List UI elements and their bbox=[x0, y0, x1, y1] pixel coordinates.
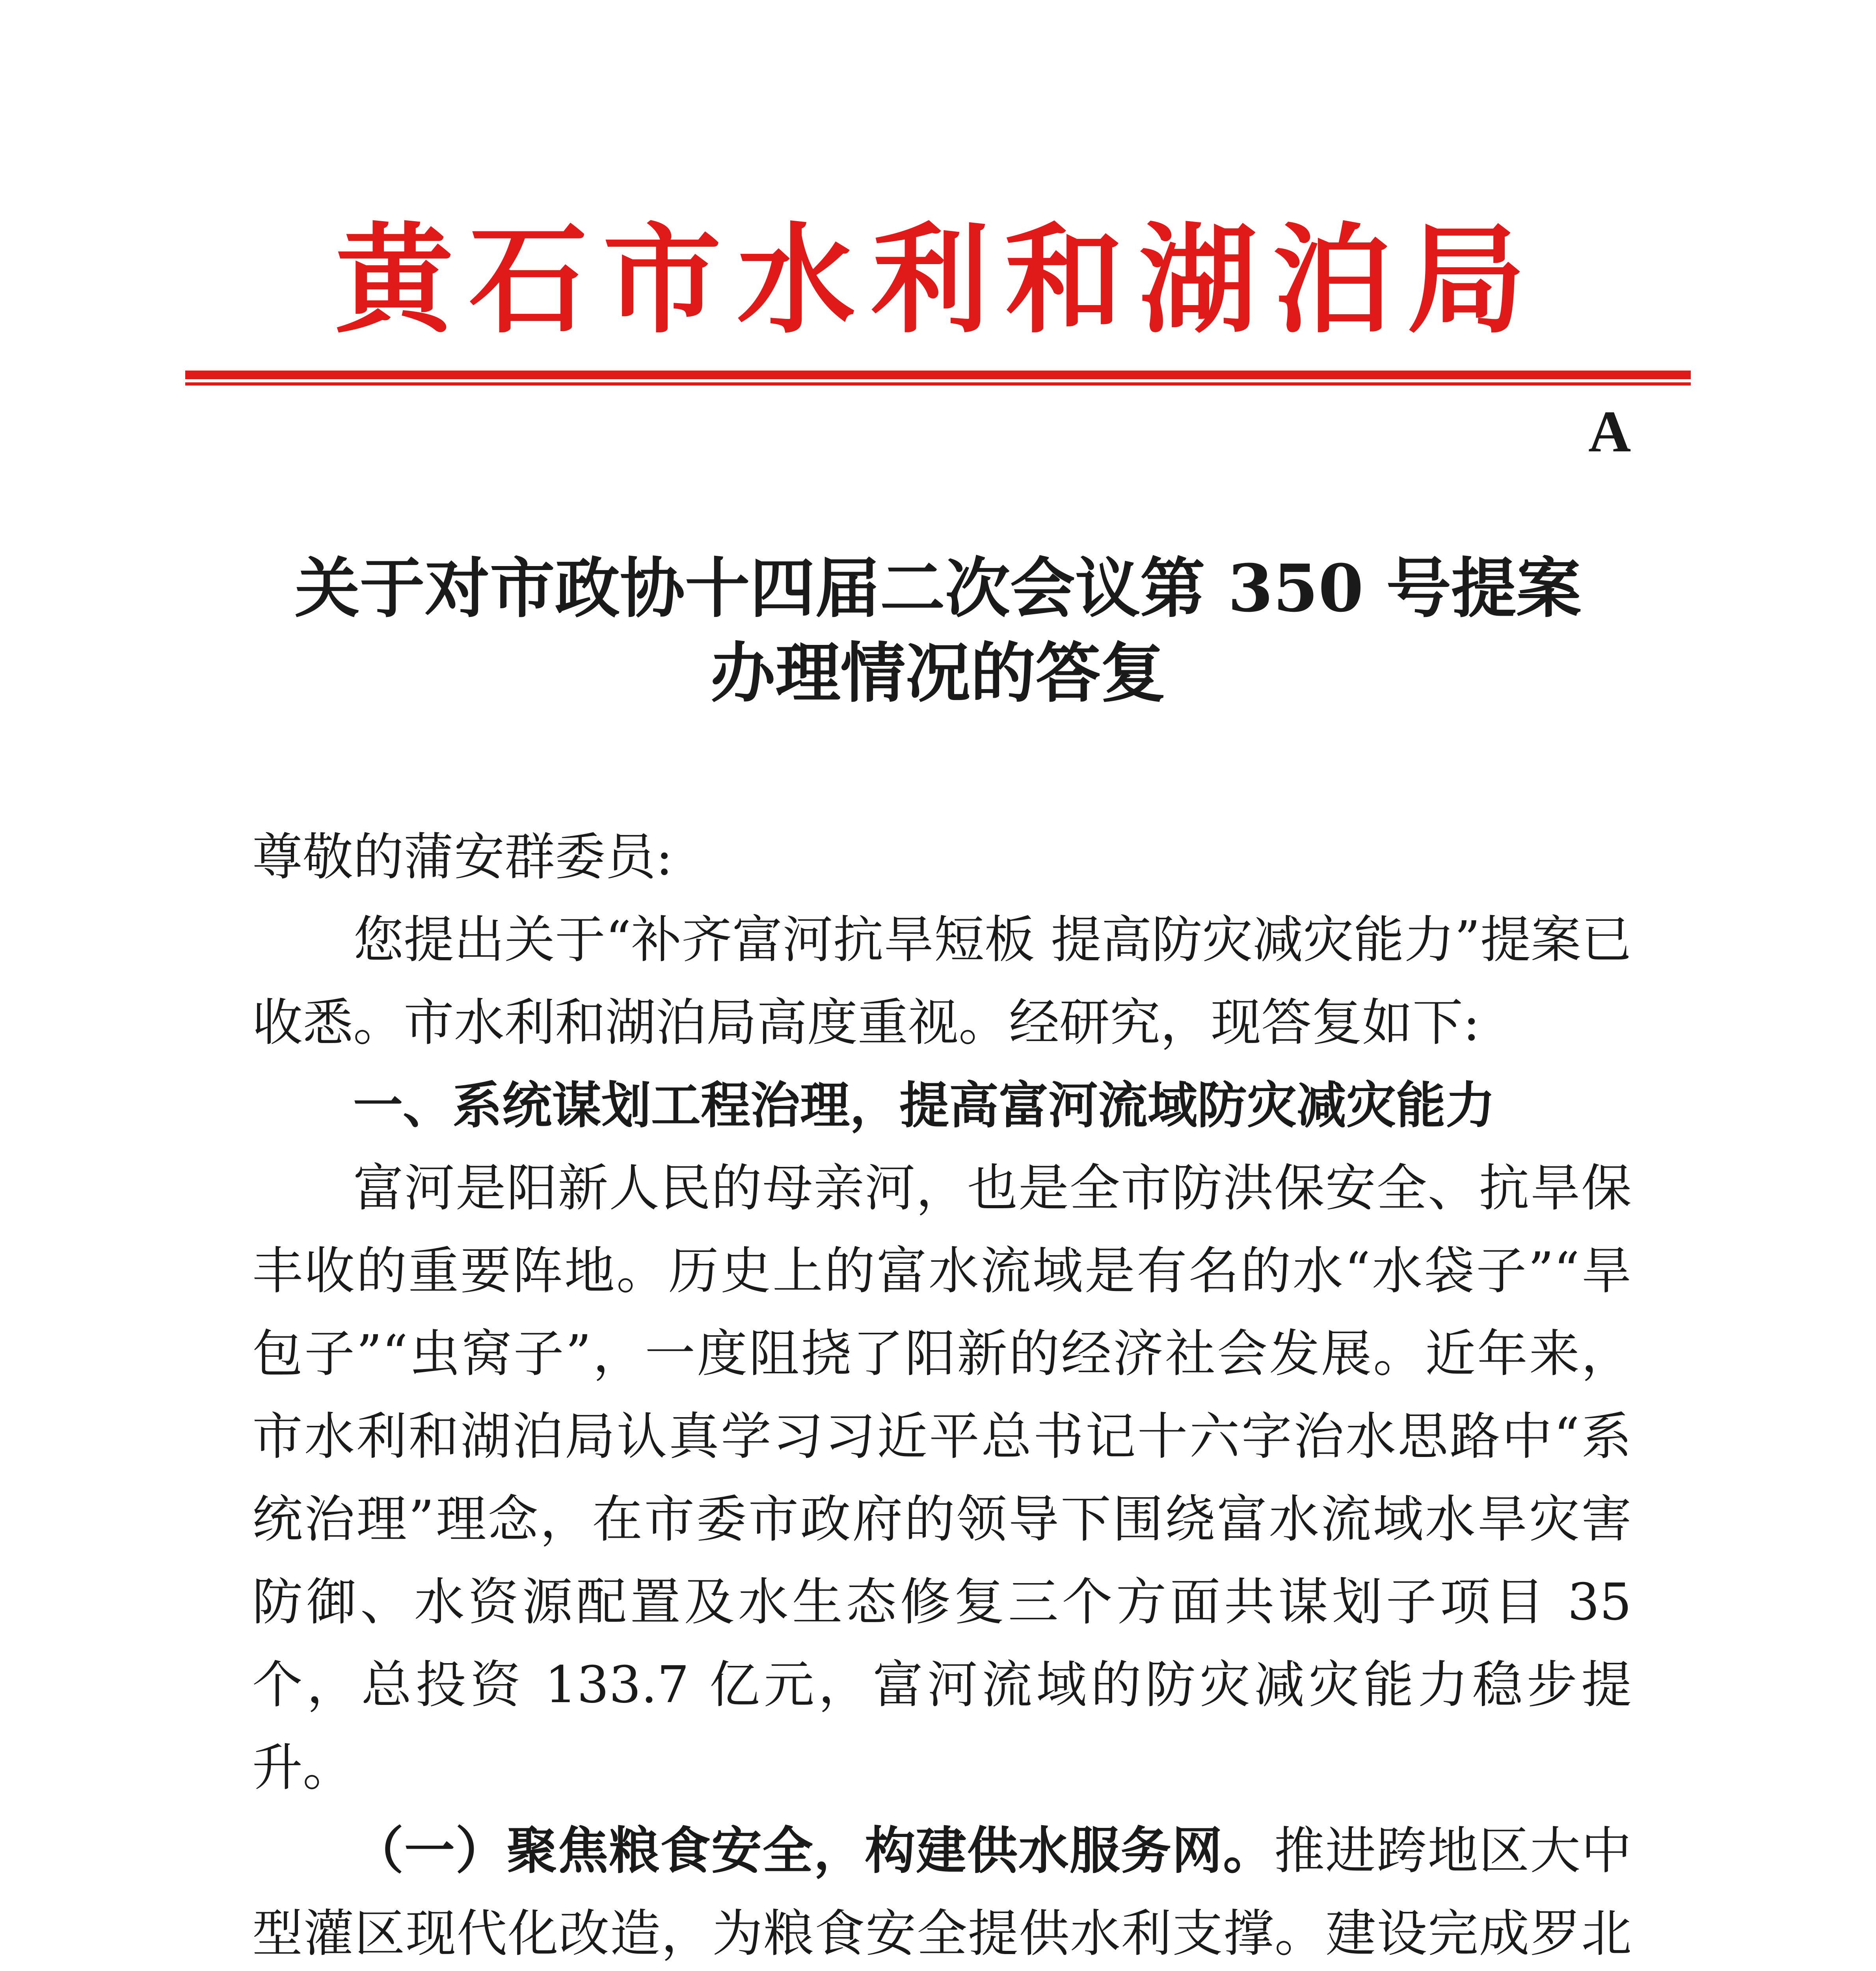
subsection-text: 推进跨地区大中型灌区现代化改造，为粮食安全提供水利支撑。建设完成罗北 bbox=[252, 1822, 1632, 1963]
document-title-line-1: 关于对市政协十四届二次会议第 350 号提案 bbox=[294, 550, 1582, 626]
intro-paragraph: 您提出关于“补齐富河抗旱短板 提高防灾减灾能力”提案已收悉。市水利和湖泊局高度重视。经研究，现答复如下: bbox=[252, 911, 1632, 1052]
salutation: 尊敬的蒲安群委员: bbox=[252, 828, 673, 887]
document-title-line-2: 办理情况的答复 bbox=[710, 635, 1166, 711]
letterhead-red-rule bbox=[185, 371, 1691, 386]
letterhead-title: 黄石市水利和湖泊局 bbox=[335, 210, 1541, 349]
body-paragraph-1: 富河是阳新人民的母亲河，也是全市防洪保安全、抗旱保丰收的重要阵地。历史上的富水流域是有名的水“水袋子”“旱包子”“虫窝子”，一度阻挠了阳新的经济社会发展。近年来，市水利和湖泊局认真学习习近平总书记十六字治水思路中“系统治理”理念，在市委市政府的领导下围绕富水流域水旱灾害防御、水资源配置及水生态修复三个方面共谋划子项目 35 个，总投资 133.7 亿元，富河流域的防灾减灾能力稳步提升。 bbox=[252, 1159, 1632, 1797]
body-paragraph-2 bbox=[252, 1809, 1632, 1971]
section-heading-1: 一、系统谋划工程治理，提高富河流域防灾减灾能力 bbox=[353, 1077, 1495, 1135]
document-grade-mark: A bbox=[1588, 399, 1631, 464]
subsection-lead: （一）聚焦粮食安全，构建供水服务网。 bbox=[353, 1821, 1274, 1880]
document-body bbox=[252, 816, 1632, 1971]
